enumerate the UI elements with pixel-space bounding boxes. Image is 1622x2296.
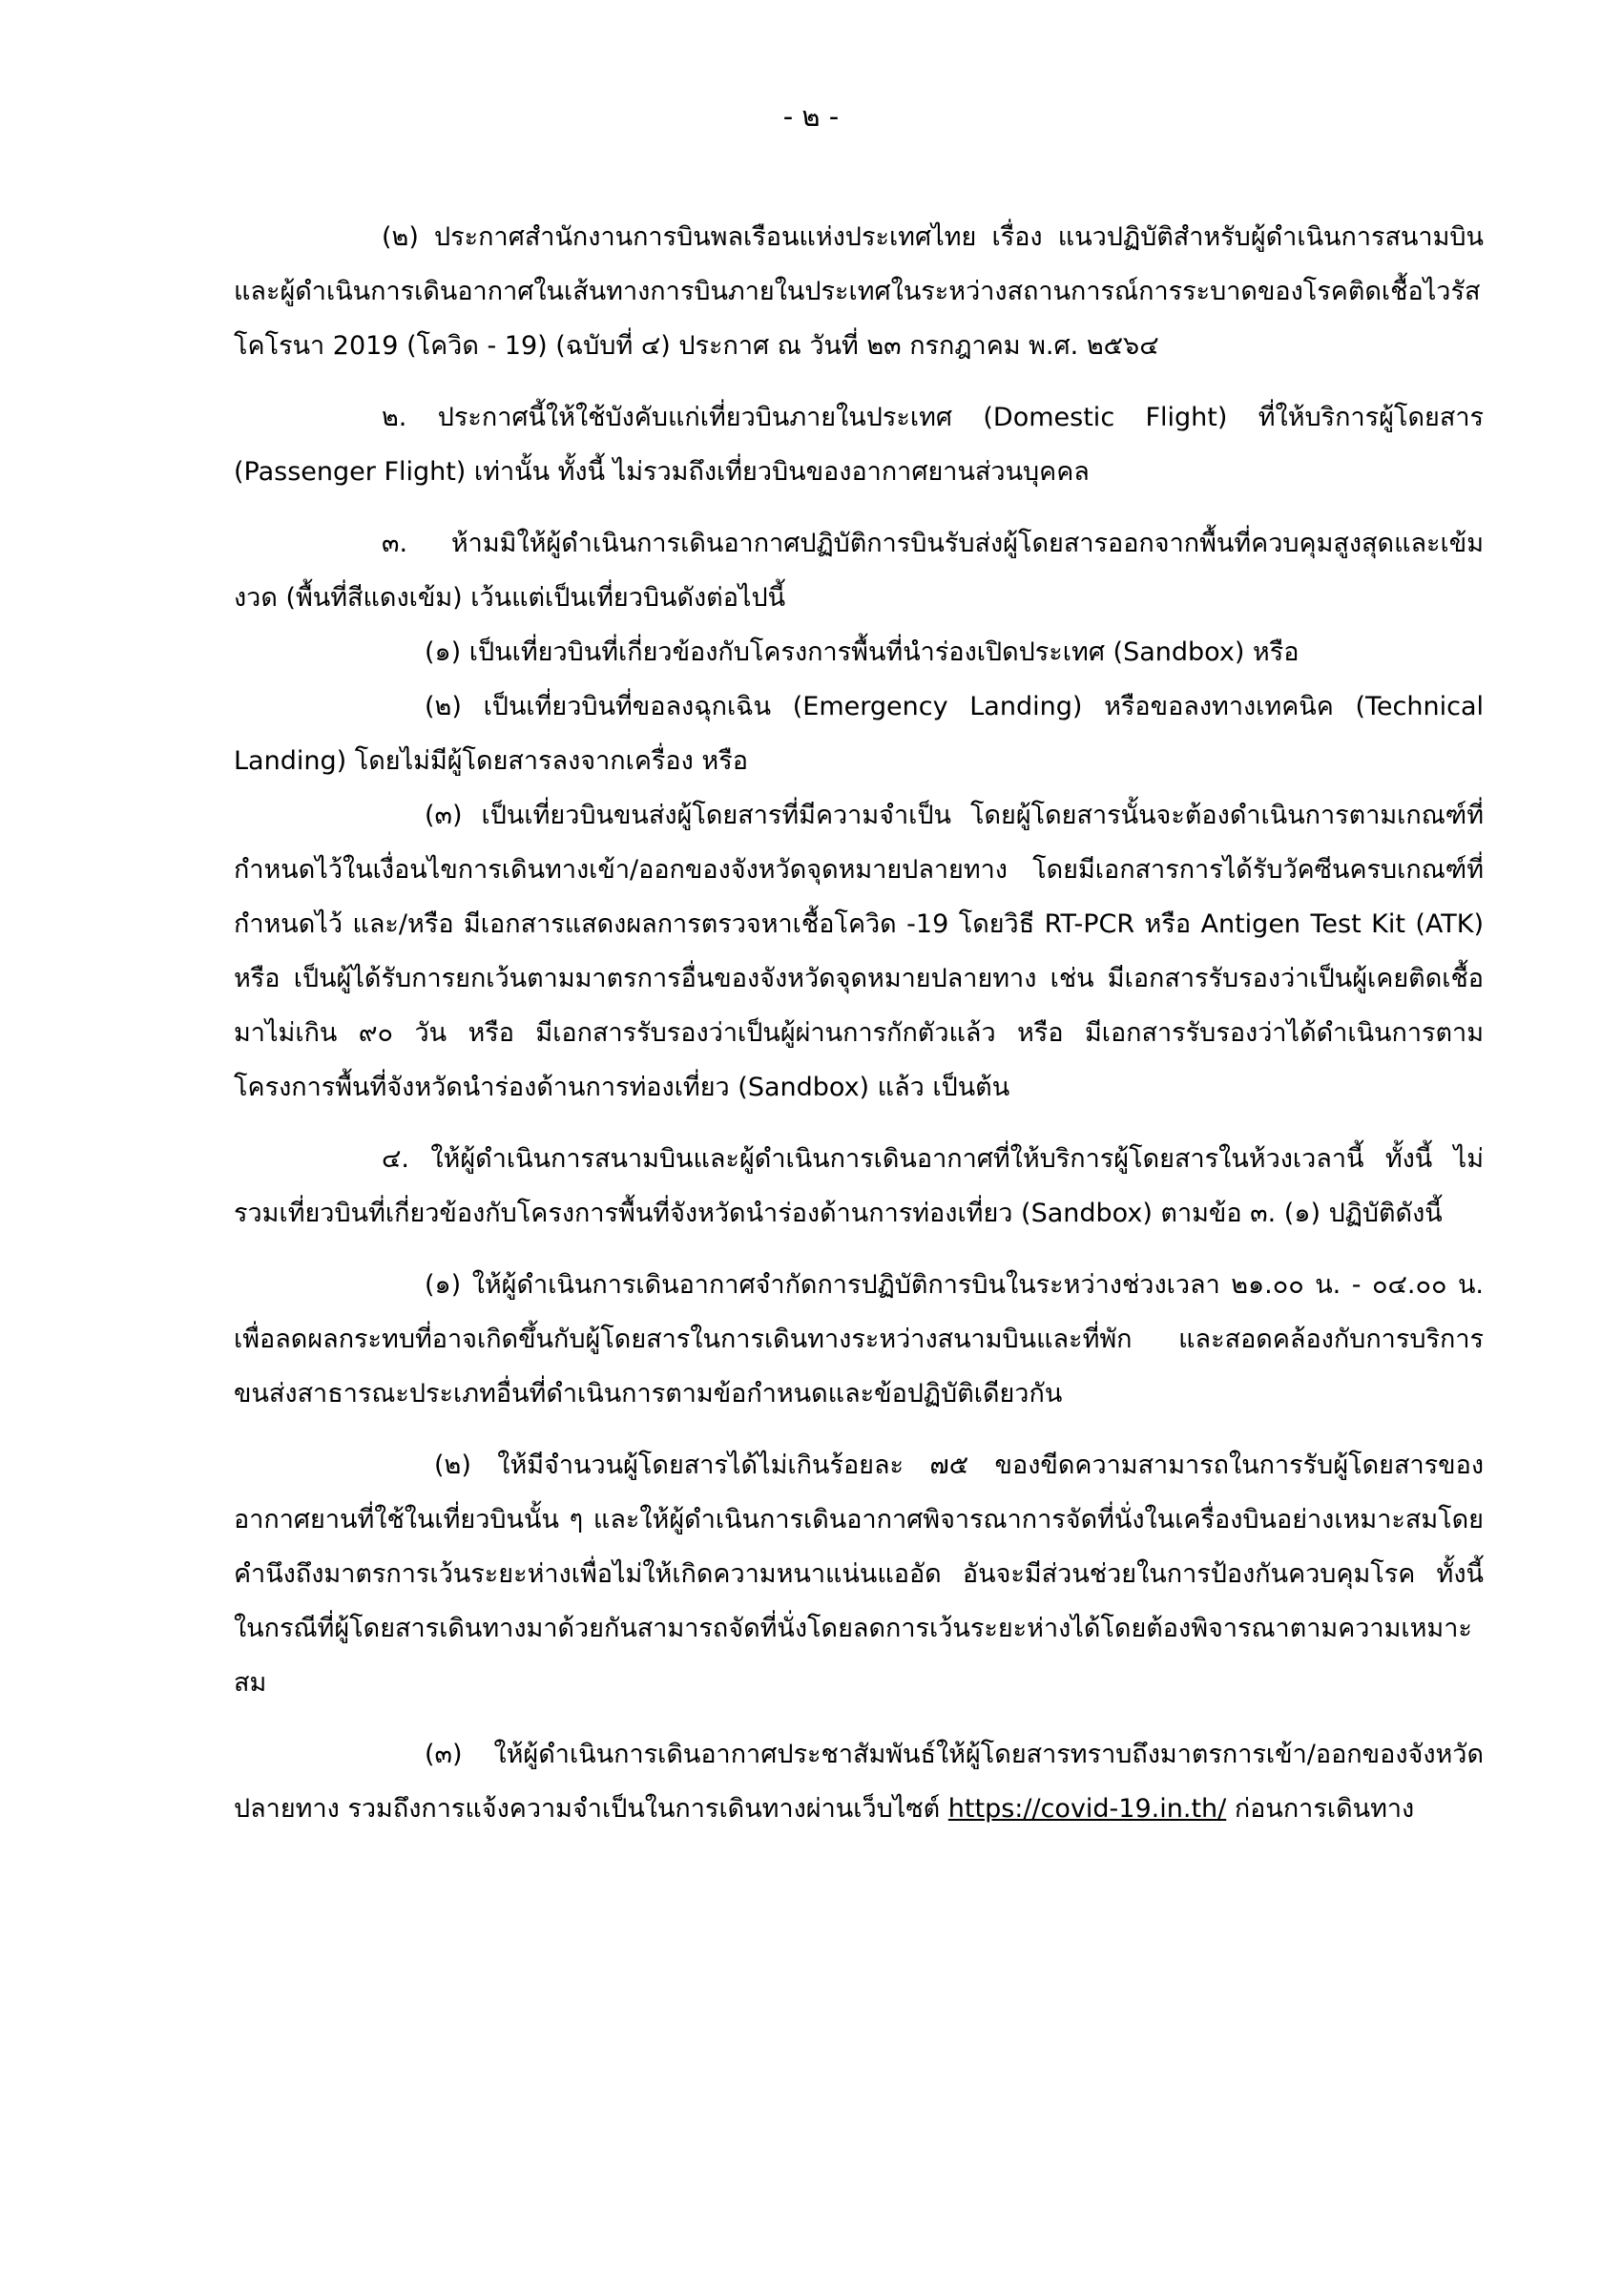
paragraph-item-4-3-tail: ก่อนการเดินทาง xyxy=(1226,1794,1415,1824)
paragraph-item-4: ๔. ให้ผู้ดำเนินการสนามบินและผู้ดำเนินการเดินอากาศที่ให้บริการผู้โดยสารในห้วงเวลานี้ ทั้งนี้ ไม่รวมเที่ยวบินที่เกี่ยวข้องกับโครงการพื้นที่จังหวัดนำร่องด้านการท่องเที่ยว (Sandbox) ตามข้อ ๓. (๑) ปฏิบัติดังนี้ xyxy=(234,1144,1484,1228)
paragraph-item-4-3 xyxy=(234,1727,1484,1836)
page-number: - ๒ - xyxy=(782,100,840,133)
paragraph-item-4-1: (๑) ให้ผู้ดำเนินการเดินอากาศจำกัดการปฏิบัติการบินในระหว่างช่วงเวลา ๒๑.๐๐ น. - ๐๔.๐๐ น. เพื่อลดผลกระทบที่อาจเกิดขึ้นกับผู้โดยสารในการเดินทางระหว่างสนามบินและที่พัก และสอดคล้องกับการบริการขนส่งสาธารณะประเภทอื่นที่ดำเนินการตามข้อกำหนดและข้อปฏิบัติเดียวกัน xyxy=(234,1270,1484,1409)
paragraph-item-4-3-text: (๓) ให้ผู้ดำเนินการเดินอากาศประชาสัมพันธ์ให้ผู้โดยสารทราบถึงมาตรการเข้า/ออกของจังหวัดปลายทาง รวมถึงการแจ้งความจำเป็นในการเดินทางผ่านเว็บไซต์ xyxy=(234,1740,1484,1824)
paragraph-item-3: ๓. ห้ามมิให้ผู้ดำเนินการเดินอากาศปฏิบัติการบินรับส่งผู้โดยสารออกจากพื้นที่ควบคุมสูงสุดและเข้มงวด (พื้นที่สีแดงเข้ม) เว้นแต่เป็นเที่ยวบินดังต่อไปนี้ xyxy=(234,529,1484,613)
document-body xyxy=(234,210,1484,1836)
paragraph-item-3-1: (๑) เป็นเที่ยวบินที่เกี่ยวข้องกับโครงการพื้นที่นำร่องเปิดประเทศ (Sandbox) หรือ xyxy=(425,637,1300,667)
paragraph-item-3-3: (๓) เป็นเที่ยวบินขนส่งผู้โดยสารที่มีความจำเป็น โดยผู้โดยสารนั้นจะต้องดำเนินการตามเกณฑ์ที่กำหนดไว้ในเงื่อนไขการเดินทางเข้า/ออกของจังหวัดจุดหมายปลายทาง โดยมีเอกสารการได้รับวัคซีนครบเกณฑ์ที่กำหนดไว้ และ/หรือ มีเอกสารแสดงผลการตรวจหาเชื้อโควิด -19 โดยวิธี RT-PCR หรือ Antigen Test Kit (ATK) หรือ เป็นผู้ได้รับการยกเว้นตามมาตรการอื่นของจังหวัดจุดหมายปลายทาง เช่น มีเอกสารรับรองว่าเป็นผู้เคยติดเชื้อมาไม่เกิน ๙๐ วัน หรือ มีเอกสารรับรองว่าเป็นผู้ผ่านการกักตัวแล้ว หรือ มีเอกสารรับรองว่าได้ดำเนินการตามโครงการพื้นที่จังหวัดนำร่องด้านการท่องเที่ยว (Sandbox) แล้ว เป็นต้น xyxy=(234,801,1484,1102)
paragraph-item-3-2: (๒) เป็นเที่ยวบินที่ขอลงฉุกเฉิน (Emergency Landing) หรือขอลงทางเทคนิค (Technical Landing) โดยไม่มีผู้โดยสารลงจากเครื่อง หรือ xyxy=(234,692,1484,776)
covid-website-link[interactable]: https://covid-19.in.th/ xyxy=(947,1794,1227,1824)
paragraph-item-2: ๒. ประกาศนี้ให้ใช้บังคับแก่เที่ยวบินภายในประเทศ (Domestic Flight) ที่ให้บริการผู้โดยสาร (Passenger Flight) เท่านั้น ทั้งนี้ ไม่รวมถึงเที่ยวบินของอากาศยานส่วนบุคคล xyxy=(234,403,1484,487)
paragraph-item-4-2: (๒) ให้มีจำนวนผู้โดยสารได้ไม่เกินร้อยละ ๗๕ ของขีดความสามารถในการรับผู้โดยสารของอากาศยานที่ใช้ในเที่ยวบินนั้น ๆ และให้ผู้ดำเนินการเดินอากาศพิจารณาการจัดที่นั่งในเครื่องบินอย่างเหมาะสมโดยคำนึงถึงมาตรการเว้นระยะห่างเพื่อไม่ให้เกิดความหนาแน่นแออัด อันจะมีส่วนช่วยในการป้องกันควบคุมโรค ทั้งนี้ในกรณีที่ผู้โดยสารเดินทางมาด้วยกันสามารถจัดที่นั่งโดยลดการเว้นระยะห่างได้โดยต้องพิจารณาตามความเหมาะสม xyxy=(234,1451,1484,1698)
paragraph-announcement-ref: (๒) ประกาศสำนักงานการบินพลเรือนแห่งประเทศไทย เรื่อง แนวปฏิบัติสำหรับผู้ดำเนินการสนามบินและผู้ดำเนินการเดินอากาศในเส้นทางการบินภายในประเทศในระหว่างสถานการณ์การระบาดของโรคติดเชื้อไวรัสโคโรนา 2019 (โควิด - 19) (ฉบับที่ ๔) ประกาศ ณ วันที่ ๒๓ กรกฎาคม พ.ศ. ๒๕๖๔ xyxy=(234,222,1484,361)
